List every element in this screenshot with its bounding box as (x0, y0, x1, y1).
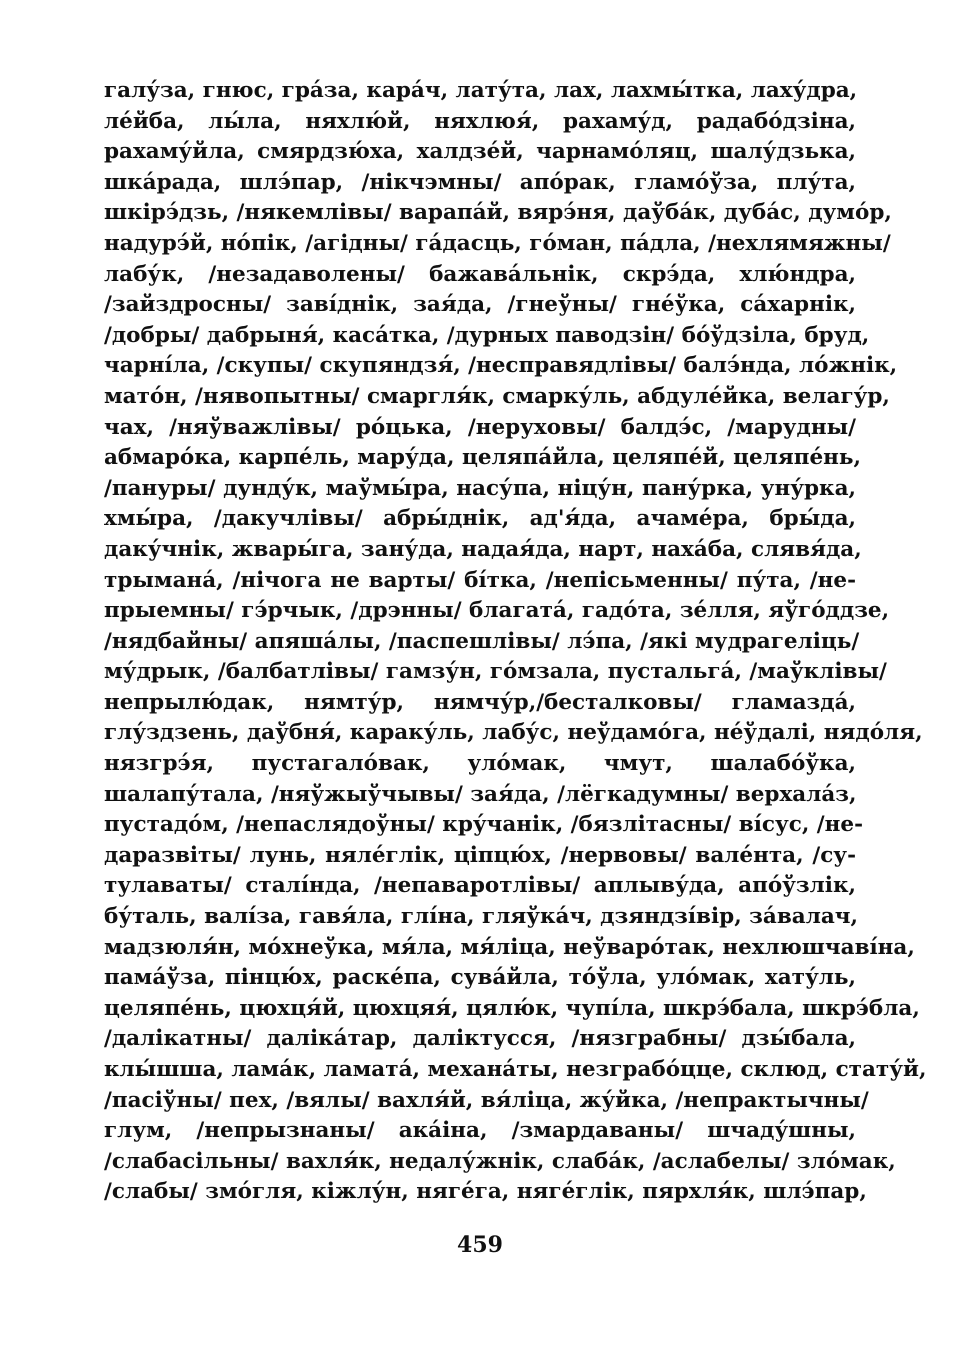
text-line: мато́н, /нявопытны/ смаргля́к, смарку́ль, абдуле́йка, велагу́р, (104, 383, 890, 409)
text-line: /слабы/ змо́гля, кіжлу́н, няге́га, няге́глік, пярхля́к, шлэ́пар, (104, 1179, 867, 1205)
text-line: рахаму́йла, смярдзю́ха, халдзе́й, чарнамо́ляц, шалу́дзька, (104, 139, 856, 165)
text-line: чах, /няўважлівы/ ро́цька, /неруховы/ балдэ́с, /марудны/ (104, 414, 856, 440)
page-number: 459 (457, 1232, 503, 1258)
text-line: даку́чнік, жвары́га, зану́да, надая́да, нарт, наха́ба, слявя́да, (104, 536, 862, 562)
text-line: целяпе́нь, цюхця́й, цюхцяя́, цялю́к, чупі́ла, шкрэ́бала, шкрэ́бла, (104, 995, 920, 1021)
text-line: тулаваты/ сталі́нда, /непаваротлівы/ аплыву́да, апо́ўзлік, (104, 873, 856, 899)
text-line: му́дрык, /балбатлівы/ гамзу́н, го́мзала, пустальга́, /маўклівы/ (104, 659, 887, 685)
dictionary-text-block (104, 76, 927, 1208)
text-line: пустадо́м, /непаслядоўны/ кру́чанік, /бязлітасны/ ві́сус, /не- (104, 812, 863, 838)
text-line: нязгрэ́я, пустагало́вак, уло́мак, чмут, шалабо́ўка, (104, 751, 856, 777)
text-line: хмы́ра, /дакучлівы/ абры́днік, ад'я́да, ачаме́ра, бры́да, (104, 506, 856, 532)
text-line: /слабасільны/ вахля́к, недалу́жнік, слаба́к, /аслабелы/ зло́мак, (104, 1148, 896, 1174)
text-line: абмаро́ка, карпе́ль, мару́да, целяпа́йла, целяпе́й, целяпе́нь, (104, 445, 861, 471)
text-line: прыемны/ гэ́рчык, /дрэнны/ благата́, гадо́та, зе́лля, яўго́ддзе, (104, 598, 890, 624)
text-line: даразвіты/ лунь, няле́глік, ціпцю́х, /нервовы/ вале́нта, /су- (104, 842, 856, 868)
text-line: ле́йба, лы́ла, няхлю́й, няхлюя́, рахаму́д, радабо́дзіна, (104, 108, 856, 134)
text-line: чарні́ла, /скупы/ скупяндзя́, /несправядлівы/ балэ́нда, ло́жнік, (104, 353, 898, 379)
text-line: шка́рада, шлэ́пар, /нікчэмны/ апо́рак, гламо́ўза, плу́та, (104, 169, 856, 195)
text-line: лабу́к, /незадаволены/ бажава́льнік, скрэ́да, хлю́ндра, (104, 261, 856, 287)
text-line: /пануры/ дунду́к, маўмы́ра, насу́па, ніцу́н, пану́рка, уну́рка, (104, 475, 856, 501)
text-line: /нядбайны/ апяша́лы, /паспешлівы/ лэ́па, /які мудрагеліць/ (104, 628, 860, 654)
text-line: глум, /непрызнаны/ ака́іна, /змардаваны/ шчаду́шны, (104, 1118, 856, 1144)
text-line: мадзюля́н, мо́хнеўка, мя́ла, мя́ліца, неўваро́так, нехлюшчаві́на, (104, 934, 915, 960)
text-line: непрылю́дак, нямту́р, нямчу́р,/бесталковы/ гламазда́, (104, 689, 856, 715)
text-line: пама́ўза, пінцю́х, раске́па, сува́йла, то́ўла, уло́мак, хату́ль, (104, 965, 856, 991)
text-line: /пасіўны/ пех, /вялы/ вахля́й, вя́ліца, жу́йка, /непрактычны/ (104, 1087, 869, 1113)
text-line: бу́таль, валі́за, гавя́ла, глі́на, гляўка́ч, дзяндзі́вір, за́валач, (104, 904, 859, 930)
text-line: /далікатны/ даліка́тар, даліктусся, /нязграбны/ дзы́бала, (104, 1026, 856, 1052)
text-line: /добры/ дабрыня́, каса́тка, /дурных паводзін/ бо́ўдзіла, бруд, (104, 322, 870, 348)
text-line: /зайздросны/ заві́днік, зая́да, /гнеўны/ гне́ўка, са́харнік, (104, 292, 856, 318)
text-line: шалапу́тала, /няўжыўчывы/ зая́да, /лёгкадумны/ верхала́з, (104, 781, 857, 807)
text-line: шкірэ́дзь, /някемлівы/ варапа́й, вярэ́ня, даўба́к, дуба́с, думо́р, (104, 200, 892, 226)
text-line: галу́за, гнюс, гра́за, кара́ч, лату́та, лах, лахмы́тка, лаху́дра, (104, 78, 858, 103)
text-line: глу́здзень, даўбня́, караку́ль, лабу́с, неўдамо́га, не́ўдалі, нядо́ля, (104, 720, 923, 746)
text-line: клы́шша, лама́к, ламата́, механа́ты, незграбо́ццe, склюд, стату́й, (104, 1057, 927, 1082)
text-line: трымана́, /нічога не варты/ бі́тка, /непісьменны/ пу́та, /не- (104, 567, 856, 593)
text-line: надурэ́й, но́пік, /агідны/ га́дасць, го́ман, па́дла, /нехлямяжны/ (104, 230, 891, 256)
